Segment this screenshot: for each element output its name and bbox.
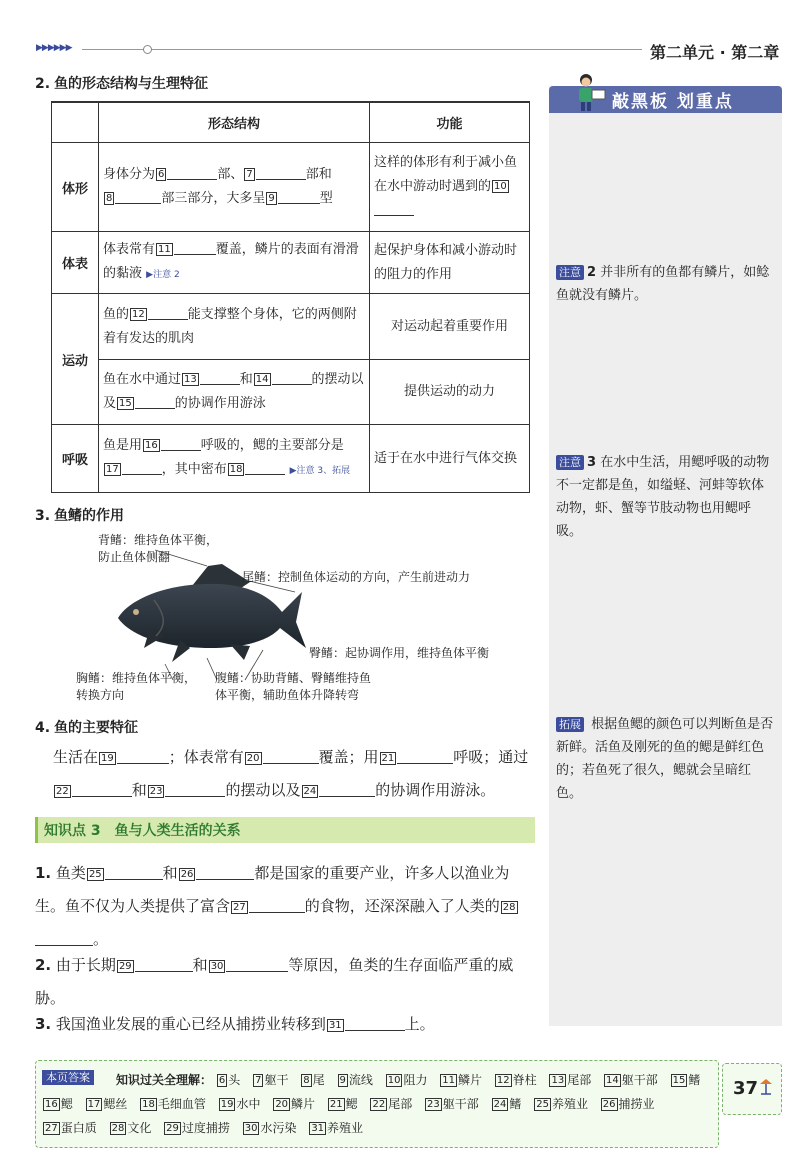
tail-fin-label: 尾鳍：控制鱼体运动的方向，产生前进动力 (242, 570, 471, 584)
note-number: 2 (587, 265, 597, 280)
note-tag: 注意 (556, 265, 584, 280)
answer-item: 21 鳃 (329, 1097, 358, 1111)
col-structure: 形态结构 (99, 102, 370, 143)
answer-item: 22 尾部 (372, 1097, 413, 1111)
answer-item: 8 尾 (303, 1073, 325, 1087)
function-cell: 这样的体形有利于减小鱼在水中游动时遇到的 10 (370, 143, 530, 232)
table-corner (52, 102, 99, 143)
note-tag: 拓展 (556, 717, 584, 732)
note-2 (556, 261, 776, 307)
row-cat: 体表 (52, 232, 99, 294)
note-3 (556, 451, 776, 543)
answer-item: 16 鳃 (45, 1097, 73, 1111)
teacher-icon (572, 72, 606, 112)
section-2-heading: 2. 鱼的形态结构与生理特征 (35, 76, 209, 92)
function-cell: 对运动起着重要作用 (370, 294, 530, 360)
answer-item: 26 捕捞业 (602, 1097, 655, 1111)
answer-item: 18 毛细血管 (142, 1097, 206, 1111)
anal-fin-label: 臀鳍：起协调作用，维持鱼体平衡 (309, 646, 490, 660)
table-row (52, 425, 530, 493)
answer-item: 24 鳍 (493, 1097, 522, 1111)
structure-cell: 鱼是用 16 呼吸的，鳃的主要部分是 17 ，其中密布 18 ▶注意 3、拓展 (99, 425, 370, 493)
answer-lead: 知识过关全理解： (116, 1073, 213, 1087)
answer-item: 6 头 (218, 1073, 241, 1087)
answer-item: 9 流线 (339, 1073, 373, 1087)
table-row (52, 360, 530, 425)
answer-item: 7 躯干 (255, 1073, 289, 1087)
note-number: 3 (587, 455, 597, 470)
answer-item: 14 躯干部 (606, 1073, 658, 1087)
answer-item: 23 躯干部 (427, 1097, 479, 1111)
answer-item: 29 过度捕捞 (166, 1121, 230, 1135)
answer-label: 本页答案 (42, 1070, 94, 1085)
structure-table (51, 101, 530, 493)
note-text: 根据鱼鳃的颜色可以判断鱼是否新鲜。活鱼及刚死的鱼的鳃是鲜红色的；若鱼死了很久，鳃就会呈暗红色。 (556, 717, 774, 801)
note-extension (556, 713, 776, 805)
answer-item: 27 蛋白质 (45, 1121, 97, 1135)
structure-cell: 体表常有 11 覆盖，鳞片的表面有滑滑的黏液 ▶注意 2 (99, 232, 370, 294)
k3-item-3: 3. 我国渔业发展的重心已经从捕捞业转移到 31 上。 (35, 1015, 435, 1033)
table-row (52, 232, 530, 294)
answer-item: 30 水污染 (244, 1121, 297, 1135)
row-cat: 体形 (52, 143, 99, 232)
knowledge-point-title: 知识点 3 鱼与人类生活的关系 (44, 823, 241, 839)
note-tag: 注意 (556, 455, 584, 470)
lamp-icon (756, 1076, 776, 1096)
answer-item: 28 文化 (111, 1121, 152, 1135)
chapter-title: 第二单元 · 第二章 (650, 43, 780, 62)
answer-list (42, 1068, 712, 1140)
k3-item-2: 2. 由于长期 29 和 30 等原因，鱼类的生存面临严重的威胁。 (35, 956, 514, 1007)
answer-item: 15 鳍 (672, 1073, 701, 1087)
row-cat: 运动 (52, 294, 99, 425)
answer-item: 20 鳞片 (275, 1097, 316, 1111)
structure-cell: 身体分为 6 部、 7 部和 8 部三部分，大多呈 9 型 (99, 143, 370, 232)
sidebar-title: 敲黑板 划重点 (612, 92, 734, 112)
header-arrows: ▶▶▶▶▶▶ (36, 43, 72, 53)
answer-item: 19 水中 (220, 1097, 261, 1111)
pectoral-fin-label: 胸鳍：维持鱼体平衡， 转换方向 (76, 671, 197, 702)
table-row (52, 294, 530, 360)
answer-item: 12 脊柱 (496, 1073, 537, 1087)
function-cell: 提供运动的动力 (370, 360, 530, 425)
structure-cell: 鱼的 12 能支撑整个身体，它的两侧附着有发达的肌肉 (99, 294, 370, 360)
answer-item: 17 鳃丝 (87, 1097, 128, 1111)
function-cell: 适于在水中进行气体交换 (370, 425, 530, 493)
header-rule (82, 49, 642, 50)
col-function: 功能 (370, 102, 530, 143)
dorsal-fin-label: 背鳍：维持鱼体平衡， 防止鱼体侧翻 (98, 533, 219, 564)
answer-item: 13 尾部 (551, 1073, 592, 1087)
page-number: 37 (733, 1078, 759, 1099)
header-dot (143, 45, 152, 54)
note-text: 并非所有的鱼都有鳞片，如鲶鱼就没有鳞片。 (556, 265, 770, 303)
row-cat: 呼吸 (52, 425, 99, 493)
answer-item: 11 鳞片 (442, 1073, 483, 1087)
function-cell: 起保护身体和减小游动时的阻力的作用 (370, 232, 530, 294)
section-3-heading: 3. 鱼鳍的作用 (35, 508, 125, 524)
note-text: 在水中生活，用鳃呼吸的动物不一定都是鱼，如缢蛏、河蚌等软体动物，虾、蟹等节肢动物也用鳃呼吸。 (556, 455, 770, 539)
pelvic-fin-label: 腹鳍：协助背鳍、臀鳍维持鱼 体平衡，辅助鱼体升降转弯 (215, 671, 372, 702)
section-4-heading: 4. 鱼的主要特征 (35, 720, 139, 736)
table-row (52, 143, 530, 232)
k3-item-1: 1. 鱼类 25 和 26 都是国家的重要产业，许多人以渔业为生。鱼不仅为人类提供了富含 27 的食物，还深深融入了人类的 28。 (35, 864, 516, 948)
answer-item: 10 阻力 (387, 1073, 428, 1087)
sidebar (549, 86, 782, 1026)
answer-item: 31 养殖业 (311, 1121, 364, 1135)
answer-item: 25 养殖业 (536, 1097, 588, 1111)
structure-cell: 鱼在水中通过 13 和 14 的摆动以及 15 的协调作用游泳 (99, 360, 370, 425)
section-4-text: 生活在 19 ；体表常有 20 覆盖；用 21 呼吸；通过 22 和 23 的摆动以及 24 的协调作用游泳。 (53, 748, 529, 799)
